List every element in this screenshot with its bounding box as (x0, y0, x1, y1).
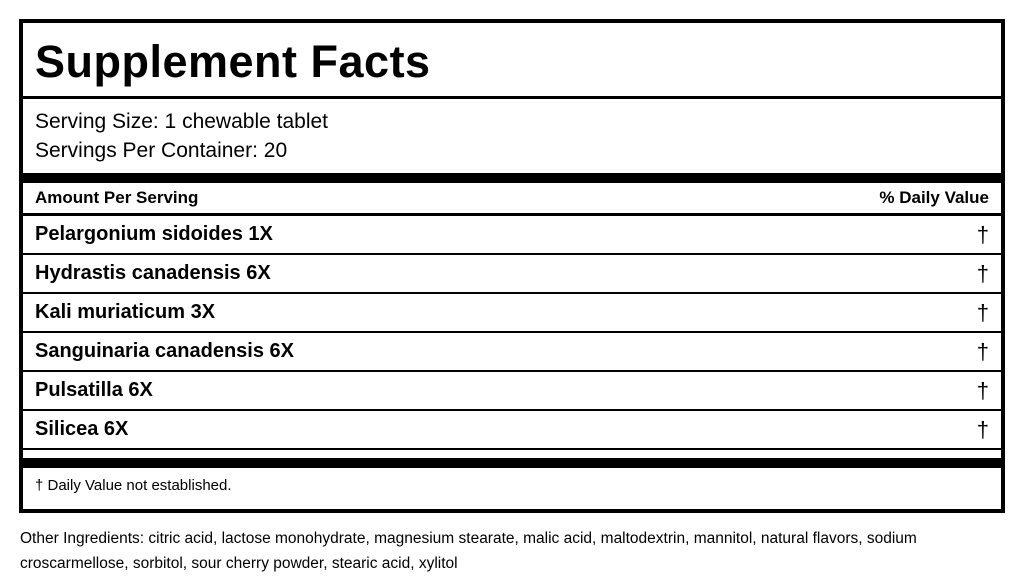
ingredient-daily-value: † (976, 260, 989, 286)
ingredient-name: Hydrastis canadensis 6X (35, 262, 271, 284)
thick-divider (23, 173, 1001, 183)
ingredient-name: Silicea 6X (35, 418, 129, 440)
amount-per-serving-header: Amount Per Serving (35, 188, 199, 207)
ingredient-row (23, 411, 1001, 450)
ingredient-daily-value: † (976, 299, 989, 325)
ingredient-name: Pulsatilla 6X (35, 379, 153, 401)
footnote: † Daily Value not established. (35, 477, 232, 494)
ingredient-row (23, 372, 1001, 411)
column-header-row (23, 183, 1001, 216)
ingredient-row (23, 216, 1001, 255)
ingredient-name: Pelargonium sidoides 1X (35, 223, 273, 245)
bottom-thick-divider (23, 458, 1001, 468)
ingredient-daily-value: † (976, 377, 989, 403)
supplement-facts-panel (19, 19, 1005, 513)
ingredient-daily-value: † (976, 416, 989, 442)
panel-title: Supplement Facts (23, 23, 1001, 99)
ingredient-daily-value: † (976, 221, 989, 247)
serving-info (23, 99, 1001, 173)
ingredient-name: Kali muriaticum 3X (35, 301, 216, 323)
servings-per-container: Servings Per Container: 20 (35, 139, 288, 162)
spacer (23, 450, 1001, 458)
ingredient-name: Sanguinaria canadensis 6X (35, 340, 294, 362)
ingredient-row (23, 294, 1001, 333)
ingredient-daily-value: † (976, 338, 989, 364)
other-ingredients: Other Ingredients: citric acid, lactose monohydrate, magnesium stearate, malic acid, maltodextrin, mannitol, natural flavors, sodium croscarmellose, sorbitol, sour cherry powder, stearic acid, xylitol (20, 530, 917, 572)
daily-value-header: % Daily Value (879, 188, 989, 207)
ingredient-row (23, 333, 1001, 372)
serving-size: Serving Size: 1 chewable tablet (35, 110, 329, 133)
ingredient-row (23, 255, 1001, 294)
